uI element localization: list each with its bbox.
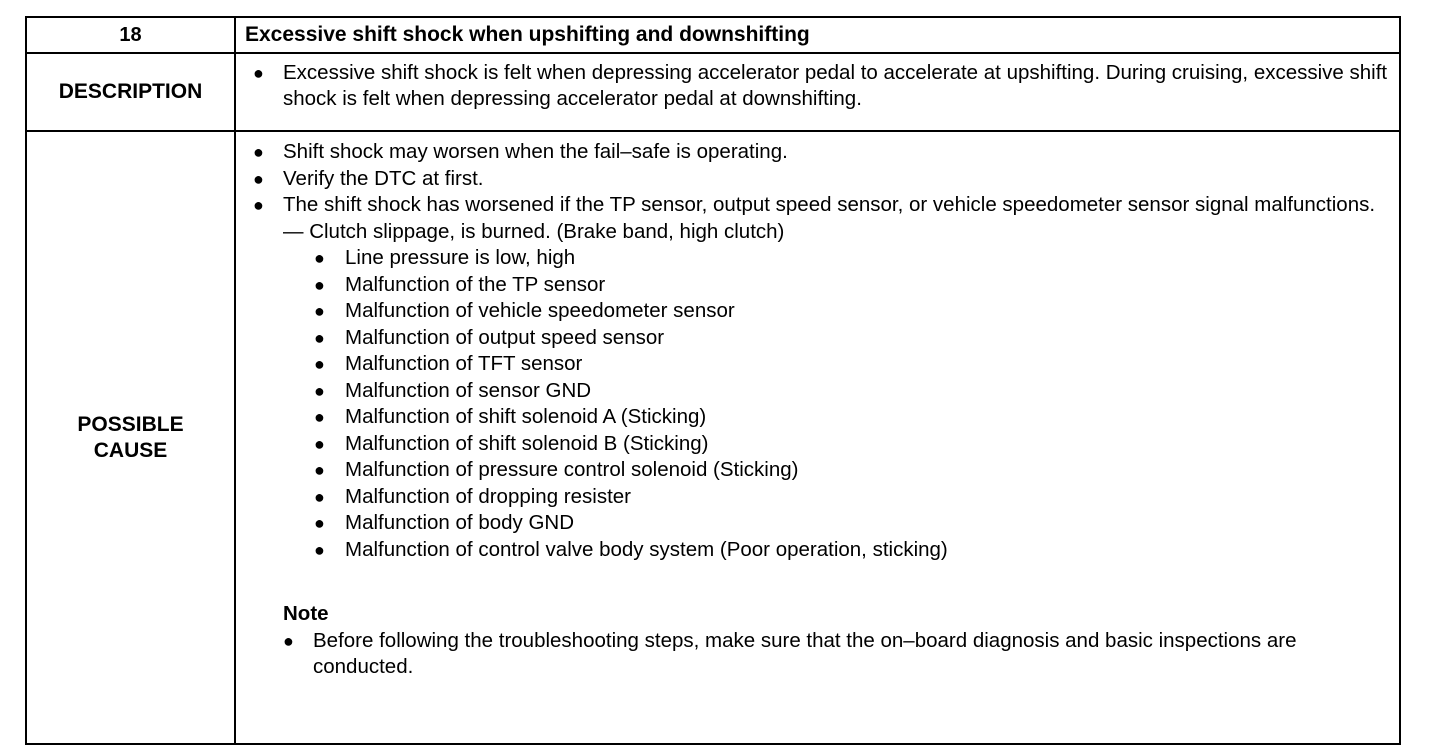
sub-cause-item — [314, 272, 1391, 299]
bullet-icon: ● — [314, 248, 325, 268]
sub-cause-item — [314, 510, 1391, 537]
sub-cause-text: Malfunction of pressure control solenoid (Sticking) — [345, 458, 799, 481]
troubleshooting-table — [25, 16, 1401, 745]
bullet-icon: ● — [283, 630, 294, 651]
cause-item-text: Verify the DTC at first. — [283, 166, 484, 190]
possible-cause-label-line2: CAUSE — [93, 438, 168, 462]
note-title: Note — [283, 602, 329, 625]
bullet-icon: ● — [314, 354, 325, 374]
sub-cause-text: Malfunction of vehicle speedometer sensor — [345, 299, 735, 322]
note-item — [283, 628, 1391, 681]
cause-item — [253, 139, 1391, 166]
bullet-icon: ● — [253, 168, 264, 189]
sub-cause-text: Malfunction of the TP sensor — [345, 272, 606, 296]
cause-item-text: The shift shock has worsened if the TP sensor, output speed sensor, or vehicle speedometer sensor signal malfunctions. — [283, 193, 1376, 216]
sub-cause-text: Malfunction of shift solenoid B (Sticking) — [345, 431, 709, 455]
sub-cause-text: Malfunction of dropping resister — [345, 484, 632, 508]
cause-item — [253, 192, 1391, 219]
sub-cause-text: Malfunction of TFT sensor — [345, 352, 583, 375]
step-number: 18 — [26, 17, 235, 53]
bullet-icon: ● — [314, 486, 325, 507]
bullet-icon: ● — [253, 195, 264, 215]
sub-cause-list — [253, 245, 1391, 563]
sub-cause-text: Malfunction of shift solenoid A (Sticking) — [345, 405, 707, 428]
bullet-icon: ● — [314, 301, 325, 321]
possible-cause-row — [26, 131, 1400, 744]
symptom-title: Excessive shift shock when upshifting and downshifting — [235, 17, 1400, 53]
cause-item — [253, 166, 1391, 193]
bullet-icon: ● — [314, 380, 325, 401]
sub-cause-item — [314, 298, 1391, 325]
sub-cause-text: Malfunction of output speed sensor — [345, 325, 665, 349]
bullet-icon: ● — [253, 142, 264, 162]
bullet-icon: ● — [314, 513, 325, 533]
sub-cause-item — [314, 537, 1391, 564]
note-item-text: Before following the troubleshooting steps, make sure that the on–board diagnosis and basic inspections are conducted. — [313, 628, 1297, 678]
bullet-icon: ● — [314, 433, 325, 454]
description-content — [235, 53, 1400, 131]
possible-cause-content — [235, 131, 1400, 744]
sub-cause-item — [314, 245, 1391, 272]
possible-cause-label — [26, 131, 235, 744]
sub-cause-text: Malfunction of body GND — [345, 511, 575, 534]
sub-cause-item — [314, 378, 1391, 405]
description-text: Excessive shift shock is felt when depressing accelerator pedal to accelerate at upshifting. During cruising, excessive shift shock is felt when depressing accelerator pedal at downshifting. — [283, 61, 1388, 110]
sub-cause-item — [314, 457, 1391, 484]
sub-cause-item — [314, 325, 1391, 352]
note-block — [253, 601, 1391, 681]
description-label: DESCRIPTION — [26, 53, 235, 131]
bullet-icon: ● — [314, 460, 325, 480]
bullet-icon: ● — [314, 274, 325, 295]
possible-cause-label-line1: POSSIBLE — [77, 412, 184, 436]
sub-cause-item — [314, 484, 1391, 511]
sub-cause-text: Malfunction of control valve body system (Poor operation, sticking) — [345, 537, 948, 561]
bullet-icon: ● — [314, 539, 325, 560]
header-row — [26, 17, 1400, 53]
bullet-icon: ● — [314, 407, 325, 427]
sub-cause-text: Malfunction of sensor GND — [345, 378, 592, 402]
clutch-slippage-line: — Clutch slippage, is burned. (Brake band, high clutch) — [283, 219, 785, 243]
sub-cause-item — [314, 351, 1391, 378]
bullet-icon: ● — [253, 63, 264, 83]
sub-cause-text: Line pressure is low, high — [345, 246, 576, 269]
sub-cause-item — [314, 404, 1391, 431]
sub-cause-item — [314, 431, 1391, 458]
cause-item-text: Shift shock may worsen when the fail–safe is operating. — [283, 140, 788, 163]
description-row — [26, 53, 1400, 131]
bullet-icon: ● — [314, 327, 325, 348]
description-item — [253, 60, 1391, 112]
